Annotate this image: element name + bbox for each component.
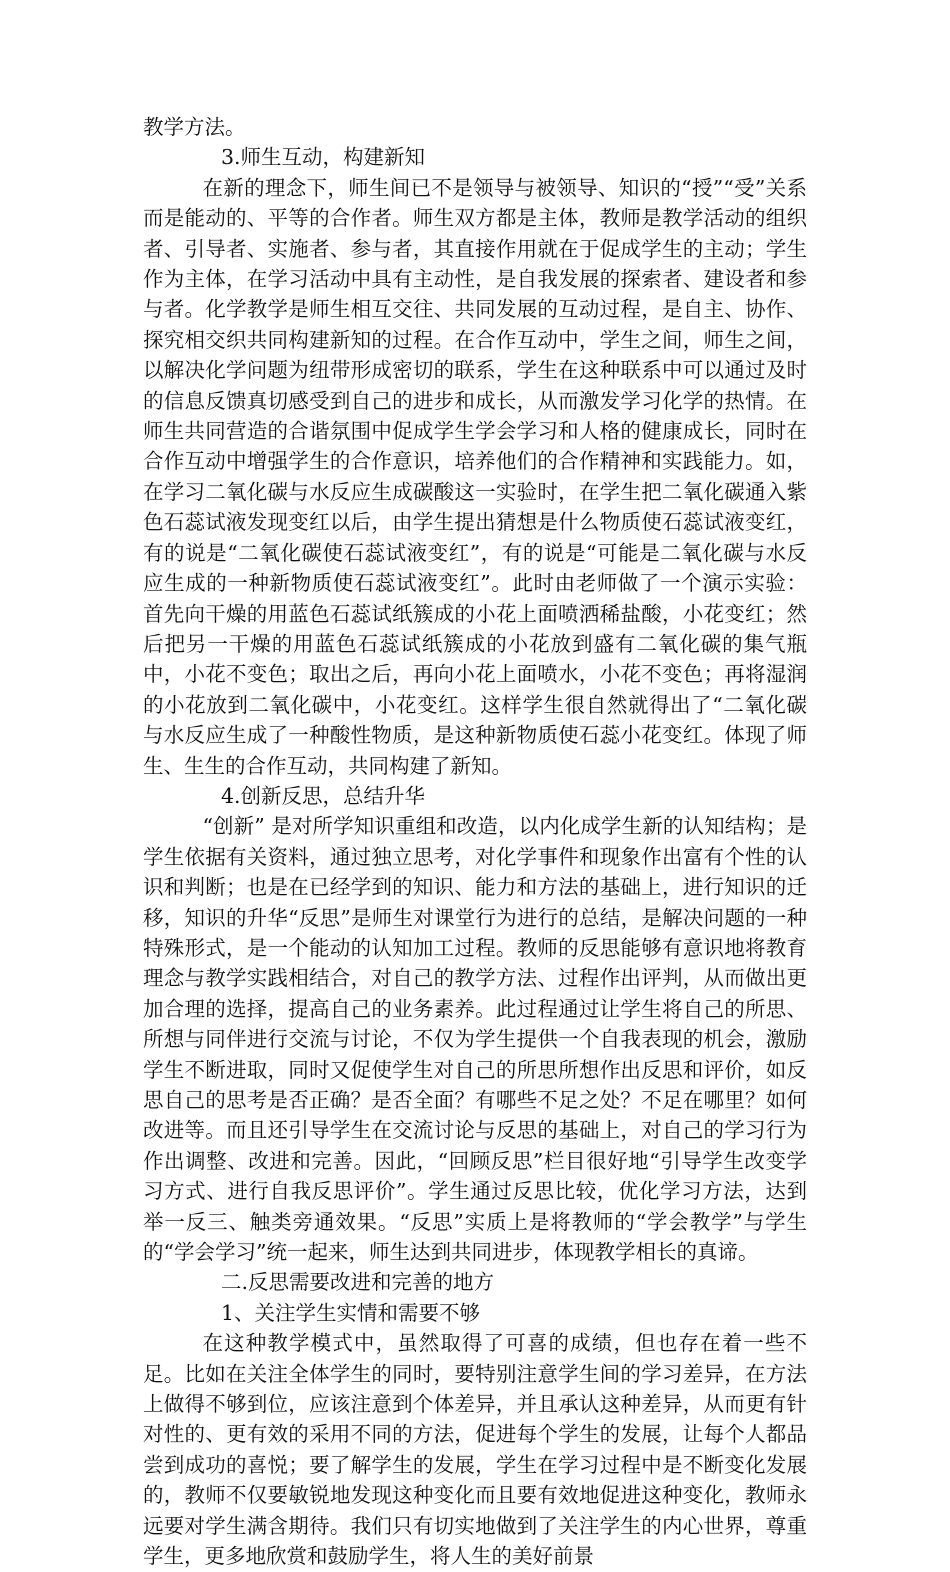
paragraph-innovation-reflection: “创新” 是对所学知识重组和改造，以内化成学生新的认知结构；是学生依据有关资料，通过独立思考，对化学事件和现象作出富有个性的认识和判断；也是在已经学到的知识、能力和方法的基础上，进行知识的迁移，知识的升华“反思”是师生对课堂行为进行的总结，是解决问题的一种特殊形式，是一个能动的认知加工过程。教师的反思能够有意识地将教育理念与教学实践相结合，对自己的教学方法、过程作出评判，从而做出更加合理的选择，提高自己的业务素养。此过程通过让学生将自己的所思、所想与同伴进行交流与讨论，不仅为学生提供一个自我表现的机会，激励学生不断进取，同时又促使学生对自己的所思所想作出反思和评价，如反思自己的思考是否正确？是否全面？有哪些不足之处？不足在哪里？如何改进等。而且还引导学生在交流讨论与反思的基础上，对自己的学习行为作出调整、改进和完善。因此，“回顾反思”栏目很好地“引导学生改变学习方式、进行自我反思评价”。学生通过反思比较，优化学习方法，达到举一反三、触类旁通效果。“反思”实质上是将教师的“学会教学”与学生的“学会学习”统一起来，师生达到共同进步，体现教学相长的真谛。 bbox=[143, 814, 807, 1265]
subsection-heading-1: 1、关注学生实情和需要不够 bbox=[221, 1300, 481, 1325]
paragraph-teacher-student-interaction: 在新的理念下，师生间已不是领导与被领导、知识的“授”“受”关系而是能动的、平等的合作者。师生双方都是主体，教师是教学活动的组织者、引导者、实施者、参与者，其直接作用就在于促成学生的主动；学生作为主体，在学习活动中具有主动性，是自我发展的探索者、建设者和参与者。化学教学是师生相互交往、共同发展的互动过程，是自主、协作、探究相交织共同构建新知的过程。在合作互动中，学生之间，师生之间，以解决化学问题为纽带形成密切的联系，学生在这种联系中可以通过及时的信息反馈真切感受到自己的进步和成长，从而激发学习化学的热情。在师生共同营造的合谐氛围中促成学生学会学习和人格的健康成长，同时在合作互动中增强学生的合作意识，培养他们的合作精神和实践能力。如，在学习二氧化碳与水反应生成碳酸这一实验时，在学生把二氧化碳通入紫色石蕊试液发现变红以后，由学生提出猜想是什么物质使石蕊试液变红，有的说是“二氧化碳使石蕊试液变红”，有的说是“可能是二氧化碳与水反应生成的一种新物质使石蕊试液变红”。此时由老师做了一个演示实验：首先向干燥的用蓝色石蕊试纸簇成的小花上面喷洒稀盐酸，小花变红；然后把另一干燥的用蓝色石蕊试纸簇成的小花放到盛有二氧化碳的集气瓶中，小花不变色；取出之后，再向小花上面喷水，小花不变色；再将湿润的小花放到二氧化碳中，小花变红。这样学生很自然就得出了“二氧化碳与水反应生成了一种酸性物质，是这种新物质使石蕊小花变红。体现了师生、生生的合作互动，共同构建了新知。 bbox=[143, 175, 807, 778]
continuation-text: 教学方法。 bbox=[143, 115, 246, 139]
paragraph-student-needs: 在这种教学模式中，虽然取得了可喜的成绩，但也存在着一些不足。比如在关注全体学生的同时，要特别注意学生间的学习差异，在方法上做得不够到位，应该注意到个体差异，并且承认这种差异，从而更有针对性的、更有效的采用不同的方法，促进每个学生的发展，让每个人都品尝到成功的喜悦；要了解学生的发展，学生在学习过程中是不断变化发展的，教师不仅要敏锐地发现这种变化而且要有效地促进这种变化，教师永远要对学生满含期待。我们只有切实地做到了关注学生的内心世界，尊重学生，更多地欣赏和鼓励学生，将人生的美好前景 bbox=[143, 1331, 807, 1569]
document-page bbox=[143, 112, 807, 1572]
section-heading-part-two: 二.反思需要改进和完善的地方 bbox=[221, 1270, 495, 1295]
section-heading-3: 3.师生互动，构建新知 bbox=[221, 145, 426, 170]
section-heading-4: 4.创新反思，总结升华 bbox=[221, 783, 426, 808]
